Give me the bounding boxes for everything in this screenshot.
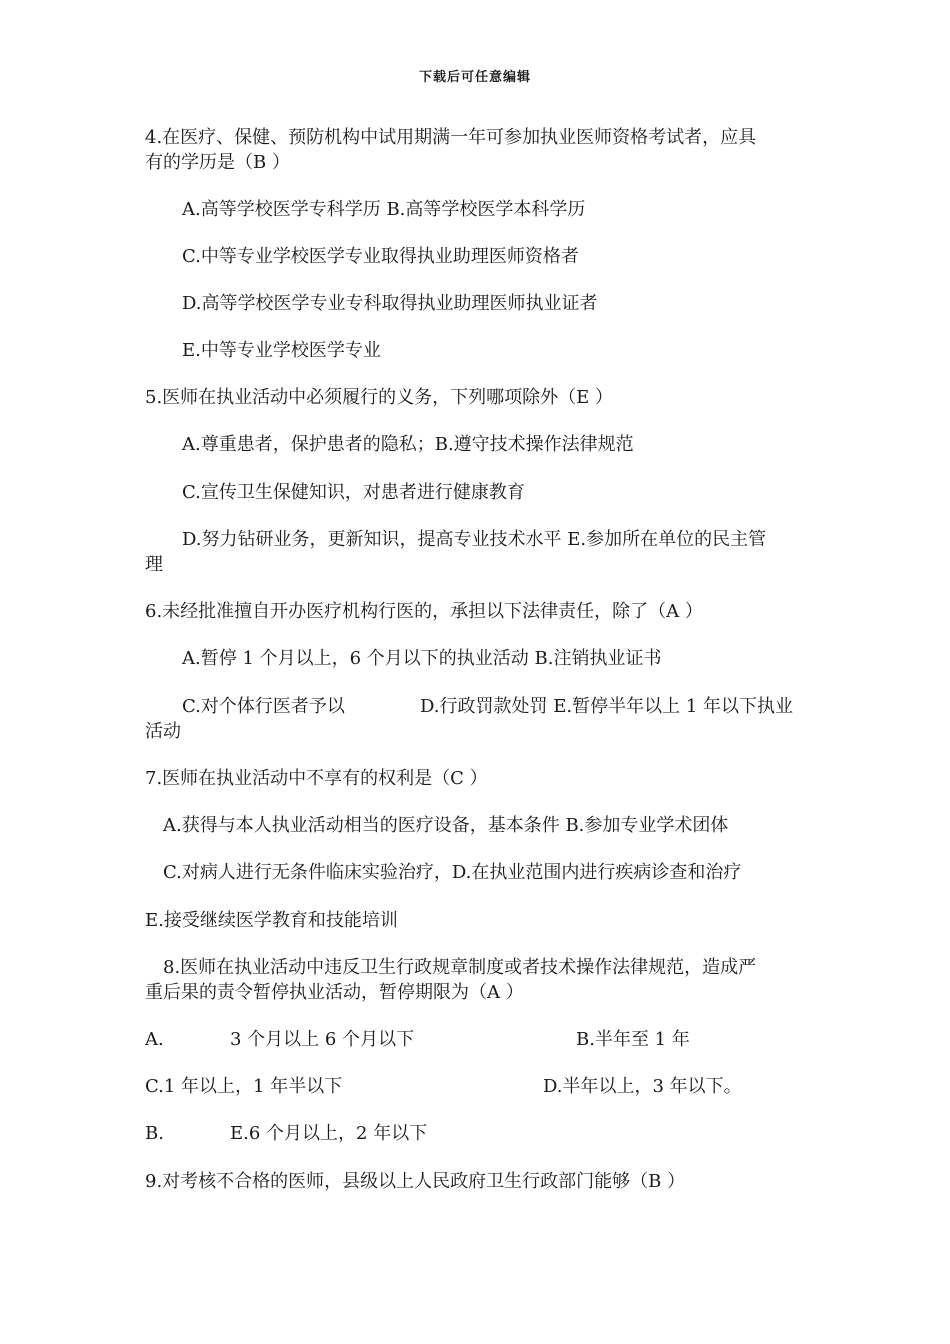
q7-stem: 7.医师在执业活动中不享有的权利是（C ） <box>145 768 488 789</box>
q8-stem-line-2: 重后果的责令暂停执业活动，暂停期限为（A ） <box>145 982 524 1003</box>
page-header: 下载后可任意编辑 <box>418 70 531 85</box>
q7-option-e: E.接受继续医学教育和技能培训 <box>145 910 398 931</box>
q5-option-de-line-2: 理 <box>145 554 163 575</box>
q8-option-d: D.半年以上，3 年以下。 <box>543 1076 742 1097</box>
q6-option-ab: A.暂停 1 个月以上，6 个月以下的执业活动 B.注销执业证书 <box>182 648 662 669</box>
q4-option-ab: A.高等学校医学专科学历 B.高等学校医学本科学历 <box>182 199 586 220</box>
q7-option-cd: C.对病人进行无条件临床实验治疗，D.在执业范围内进行疾病诊查和治疗 <box>163 862 742 883</box>
q4-stem-line-2: 有的学历是（B ） <box>145 152 290 173</box>
q9-stem: 9.对考核不合格的医师，县级以上人民政府卫生行政部门能够（B ） <box>145 1171 686 1192</box>
q5-option-ab: A.尊重患者，保护患者的隐私；B.遵守技术操作法律规范 <box>182 434 634 455</box>
q6-option-de-line-2: 活动 <box>145 721 181 742</box>
q8-option-e: E.6 个月以上，2 年以下 <box>230 1123 428 1144</box>
q4-stem-line-1: 4.在医疗、保健、预防机构中试用期满一年可参加执业医师资格考试者，应具 <box>145 127 757 148</box>
q8-option-b2-label: B. <box>145 1123 164 1144</box>
q5-stem: 5.医师在执业活动中必须履行的义务，下列哪项除外（E ） <box>145 387 614 408</box>
q8-option-a-label: A. <box>145 1029 164 1050</box>
q5-option-de-line-1: D.努力钻研业务，更新知识，提高专业技术水平 E.参加所在单位的民主管 <box>182 529 767 550</box>
q6-option-c: C.对个体行医者予以 <box>182 696 345 717</box>
q8-option-b: B.半年至 1 年 <box>576 1029 690 1050</box>
q4-option-d: D.高等学校医学专业专科取得执业助理医师执业证者 <box>182 293 598 314</box>
q7-option-ab: A.获得与本人执业活动相当的医疗设备，基本条件 B.参加专业学术团体 <box>163 815 729 836</box>
q8-option-a-text: 3 个月以上 6 个月以下 <box>230 1029 415 1050</box>
q6-stem: 6.未经批准擅自开办医疗机构行医的，承担以下法律责任，除了（A ） <box>145 601 703 622</box>
q8-stem-line-1: 8.医师在执业活动中违反卫生行政规章制度或者技术操作法律规范，造成严 <box>163 957 757 978</box>
q4-option-c: C.中等专业学校医学专业取得执业助理医师资格者 <box>182 246 579 267</box>
q6-option-de: D.行政罚款处罚 E.暂停半年以上 1 年以下执业 <box>420 696 793 717</box>
q8-option-c: C.1 年以上，1 年半以下 <box>145 1076 343 1097</box>
q5-option-c: C.宣传卫生保健知识，对患者进行健康教育 <box>182 482 525 503</box>
q4-option-e: E.中等专业学校医学专业 <box>182 340 381 361</box>
